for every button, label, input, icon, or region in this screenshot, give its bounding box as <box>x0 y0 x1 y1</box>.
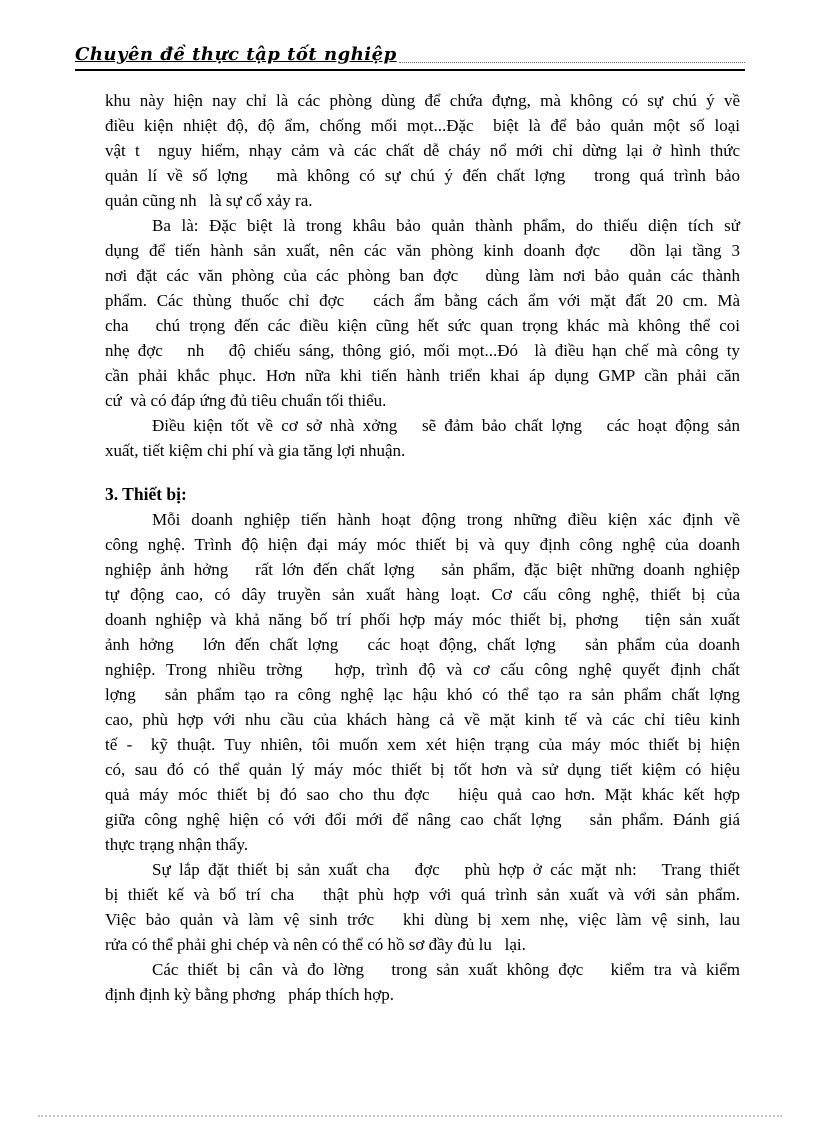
paragraph-line: vật t nguy hiểm, nhạy cảm và các chất dễ cháy nổ mới chỉ dừng lại ở hình thức <box>105 141 740 160</box>
paragraph-line: ảnh hởng lớn đến chất lợng các hoạt động, chất lợng sản phẩm của doanh <box>105 635 740 654</box>
paragraph <box>105 507 740 857</box>
paragraph-line: tự động cao, có dây truyền sản xuất hàng loạt. Cơ cấu công nghệ, thiết bị của <box>105 585 740 604</box>
paragraph-line: rửa có thể phải ghi chép và nên có thể có hồ sơ đầy đủ lu lại. <box>105 935 526 954</box>
paragraph-line: quản lí về số lợng mà không có sự chú ý đến chất lợng trong quá trình bảo <box>105 166 740 185</box>
paragraph <box>105 413 740 463</box>
document-body <box>105 88 740 1007</box>
paragraph-line: nơi đặt các văn phòng của các phòng ban đợc dùng làm nơi bảo quản các thành <box>105 266 740 285</box>
footer-dotted-rule <box>38 1115 782 1117</box>
paragraph-line: lợng sản phẩm tạo ra công nghệ lạc hậu khó có thể tạo ra sản phẩm chất lợng <box>105 685 740 704</box>
paragraph-line: cha chú trọng đến các điều kiện cũng hết sức quan trọng khác mà không thể coi <box>105 316 740 335</box>
paragraph-line: có, sau đó có thể quản lý máy móc thiết bị tốt hơn và sử dụng tiết kiệm có hiệu <box>105 760 740 779</box>
paragraph-line: nghiệp. Trong nhiều trờng hợp, trình độ và cơ cấu công nghệ quyết định chất <box>105 660 740 679</box>
paragraph-line: định định kỳ bằng phơng pháp thích hợp. <box>105 985 395 1004</box>
paragraph-line: nghiệp ảnh hởng rất lớn đến chất lợng sản phẩm, đặc biệt những doanh nghiệp <box>105 560 740 579</box>
paragraph <box>105 88 740 213</box>
paragraph-line: giữa công nghệ hiện có với đổi mới để nâng cao chất lợng sản phẩm. Đánh giá <box>105 810 740 829</box>
paragraph-line: Sự lắp đặt thiết bị sản xuất cha đợc phù hợp ở các mặt nh: Trang thiết <box>152 860 740 879</box>
paragraph-line: Điều kiện tốt về cơ sở nhà xởng sẽ đảm bảo chất lợng các hoạt động sản <box>152 416 740 435</box>
paragraph-line: doanh nghiệp và khả năng bố trí phối hợp máy móc thiết bị, phơng tiện sản xuất <box>105 610 740 629</box>
paragraph-line: quả máy móc thiết bị đó sao cho thu đợc hiệu quả cao hơn. Mặt khác kết hợp <box>105 785 740 804</box>
paragraph <box>105 213 740 413</box>
paragraph-line: Việc bảo quản và làm vệ sinh trớc khi dùng bị xem nhẹ, việc làm vệ sinh, lau <box>105 910 740 929</box>
paragraph-line: Ba là: Đặc biệt là trong khâu bảo quản thành phẩm, do thiếu diện tích sử <box>152 216 740 235</box>
paragraph-line: cần phải khắc phục. Hơn nữa khi tiến hành triển khai áp dụng GMP cần phải căn <box>105 366 740 385</box>
paragraph-line: phẩm. Các thùng thuốc chỉ đợc cách ẩm bằng cách ẩm với mặt đất 20 cm. Mà <box>105 291 740 310</box>
paragraph-line: khu này hiện nay chỉ là các phòng dùng để chứa đựng, mà không có sự chú ý về <box>105 91 740 110</box>
paragraph <box>105 857 740 957</box>
paragraph-line: công nghệ. Trình độ hiện đại máy móc thiết bị và quy định công nghệ của doanh <box>105 535 740 554</box>
paragraph-line: tế - kỹ thuật. Tuy nhiên, tôi muốn xem xét hiện trạng của máy móc thiết bị hiện <box>105 735 740 754</box>
header-title: Chuyên đề thực tập tốt nghiệp <box>75 44 397 65</box>
page-header <box>75 44 745 71</box>
paragraph-line: xuất, tiết kiệm chi phí và gia tăng lợi nhuận. <box>105 441 406 460</box>
paragraph <box>105 957 740 1007</box>
paragraph-line: thực trạng nhận thấy. <box>105 835 249 854</box>
paragraph-line: dụng để tiến hành sản xuất, nên các văn phòng kinh doanh đợc dồn lại tầng 3 <box>105 241 740 260</box>
paragraph-line: quản cũng nh là sự cố xảy ra. <box>105 191 313 210</box>
paragraph-line: Các thiết bị cân và đo lờng trong sản xuất không đợc kiểm tra và kiểm <box>152 960 740 979</box>
paragraph-line: điều kiện nhiệt độ, độ ẩm, chống mối mọt...Đặc biệt là để bảo quản một số loại <box>105 116 740 135</box>
section-heading: 3. Thiết bị: <box>105 484 187 504</box>
paragraph-line: nhẹ đợc nh độ chiếu sáng, thông gió, mối mọt...Đó là điều hạn chế mà công ty <box>105 341 740 360</box>
paragraph-line: cao, phù hợp với nhu cầu của khách hàng cả về mặt kinh tế và các chỉ tiêu kinh <box>105 710 740 729</box>
paragraph-line: bị thiết kế và bố trí cha thật phù hợp với quá trình sản xuất và với sản phẩm. <box>105 885 740 904</box>
paragraph-line: cứ và có đáp ứng đủ tiêu chuẩn tối thiểu. <box>105 391 387 410</box>
header-dotted-leader <box>399 62 745 63</box>
paragraph-line: Mỗi doanh nghiệp tiến hành hoạt động trong những điều kiện xác định về <box>152 510 740 529</box>
